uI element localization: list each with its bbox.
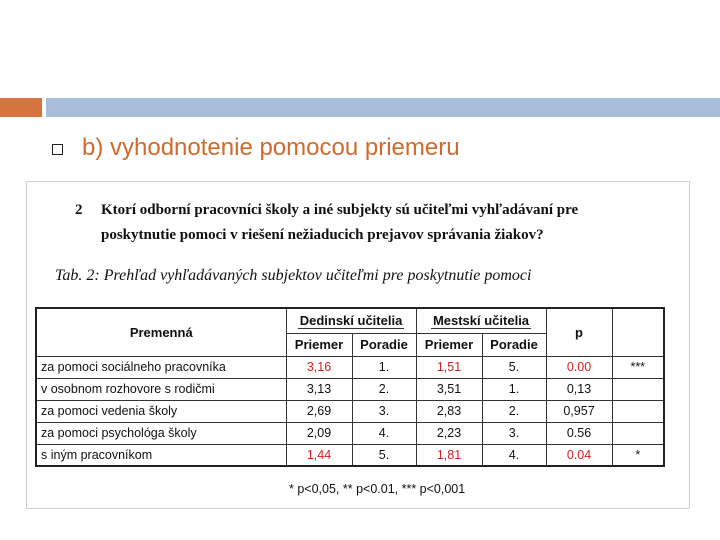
table-row [36, 378, 664, 400]
cell-p-value: 0,13 [546, 378, 612, 400]
cell-urban-rank: 5. [482, 356, 546, 378]
table-row [36, 356, 664, 378]
accent-bar-orange [0, 98, 42, 117]
cell-p-value: 0.00 [546, 356, 612, 378]
cell-variable: za pomoci vedenia školy [36, 400, 286, 422]
header-urban-mean: Priemer [416, 333, 482, 356]
cell-rural-mean: 2,09 [286, 422, 352, 444]
header-variable: Premenná [36, 308, 286, 356]
table-row [36, 400, 664, 422]
slide-title: b) vyhodnotenie pomocou priemeru [82, 134, 460, 161]
cell-urban-rank: 2. [482, 400, 546, 422]
scanned-document [26, 181, 690, 509]
cell-urban-mean: 1,51 [416, 356, 482, 378]
cell-urban-rank: 3. [482, 422, 546, 444]
cell-variable: za pomoci psychológa školy [36, 422, 286, 444]
cell-significance: *** [612, 356, 664, 378]
header-p: p [546, 308, 612, 356]
cell-p-value: 0.56 [546, 422, 612, 444]
cell-significance [612, 422, 664, 444]
cell-urban-rank: 4. [482, 444, 546, 466]
cell-rural-rank: 1. [352, 356, 416, 378]
cell-significance [612, 378, 664, 400]
header-urban-rank: Poradie [482, 333, 546, 356]
question-text-line2: poskytnutie pomoci v riešení nežiaducich prejavov správania žiakov? [101, 227, 544, 243]
question-number: 2 [75, 202, 83, 218]
cell-significance [612, 400, 664, 422]
header-urban-teachers: Mestskí učitelia [416, 308, 546, 333]
cell-urban-mean: 3,51 [416, 378, 482, 400]
significance-footnote: * p<0,05, ** p<0.01, *** p<0,001 [289, 482, 466, 496]
cell-significance: * [612, 444, 664, 466]
cell-rural-mean: 1,44 [286, 444, 352, 466]
cell-rural-rank: 4. [352, 422, 416, 444]
header-rural-rank: Poradie [352, 333, 416, 356]
question-text-line1: Ktorí odborní pracovníci školy a iné subjekty sú učiteľmi vyhľadávaní pre [101, 202, 579, 218]
results-table [35, 307, 665, 467]
square-bullet-icon [52, 144, 63, 155]
cell-variable: za pomoci sociálneho pracovníka [36, 356, 286, 378]
cell-rural-mean: 2,69 [286, 400, 352, 422]
cell-rural-rank: 3. [352, 400, 416, 422]
cell-urban-rank: 1. [482, 378, 546, 400]
accent-bar-blue [46, 98, 720, 117]
cell-rural-mean: 3,13 [286, 378, 352, 400]
cell-variable: s iným pracovníkom [36, 444, 286, 466]
table-row [36, 444, 664, 466]
cell-urban-mean: 1,81 [416, 444, 482, 466]
cell-rural-rank: 5. [352, 444, 416, 466]
cell-p-value: 0,957 [546, 400, 612, 422]
header-rural-mean: Priemer [286, 333, 352, 356]
table-caption: Tab. 2: Prehľad vyhľadávaných subjektov učiteľmi pre poskytnutie pomoci [55, 267, 532, 284]
table-row [36, 422, 664, 444]
header-rural-teachers: Dedinskí učitelia [286, 308, 416, 333]
cell-rural-rank: 2. [352, 378, 416, 400]
cell-variable: v osobnom rozhovore s rodičmi [36, 378, 286, 400]
table-body [36, 356, 664, 466]
cell-urban-mean: 2,23 [416, 422, 482, 444]
cell-rural-mean: 3,16 [286, 356, 352, 378]
cell-urban-mean: 2,83 [416, 400, 482, 422]
cell-p-value: 0.04 [546, 444, 612, 466]
header-significance [612, 308, 664, 356]
